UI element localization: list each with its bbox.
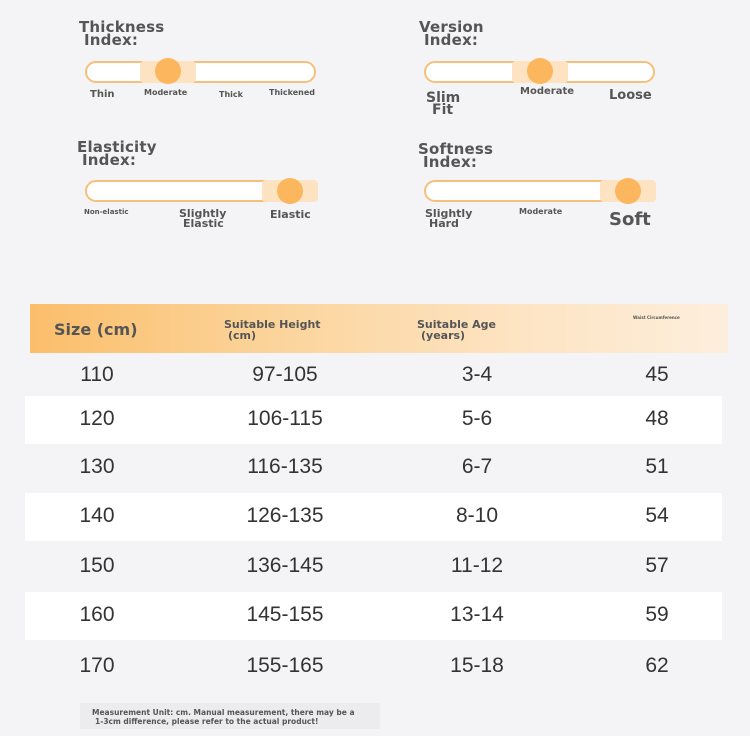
version-label-loose: Loose xyxy=(609,88,652,103)
elasticity-label-elastic: Elastic xyxy=(270,208,311,221)
thickness-slider-track xyxy=(85,61,316,83)
thickness-slider-knob[interactable] xyxy=(155,58,181,84)
version-index-title: Version Index: xyxy=(419,18,484,49)
header-suitable-age: Suitable Age (years) xyxy=(417,318,496,342)
size-table-header xyxy=(30,304,728,353)
version-slider-knob[interactable] xyxy=(527,58,553,84)
table-row: 150 136-145 11-12 57 xyxy=(79,554,669,577)
table-row: 140 126-135 8-10 54 xyxy=(25,493,722,541)
elasticity-label-slightly-elastic: Elastic xyxy=(183,217,224,230)
softness-label-hard: Hard xyxy=(429,217,459,230)
version-label-slim: Slim xyxy=(426,90,461,106)
elasticity-index-title: Elasticity Index: xyxy=(77,138,157,169)
thickness-index-title: Thickness Index: xyxy=(79,18,165,49)
softness-index-title: Softness Index: xyxy=(418,140,494,171)
header-waist-circumference: Waist Circumference xyxy=(633,315,680,320)
version-label-fit: Fit xyxy=(432,102,454,118)
table-row: 170 155-165 15-18 62 xyxy=(79,654,669,677)
elasticity-label-non-elastic: Non-elastic xyxy=(84,208,129,216)
measurement-note: Measurement Unit: cm. Manual measurement, there may be a 1-3cm difference, please refer to the actual product! xyxy=(92,708,355,726)
elasticity-slider-knob[interactable] xyxy=(277,178,303,204)
version-label-moderate: Moderate xyxy=(520,86,575,97)
softness-label-moderate: Moderate xyxy=(519,207,563,216)
header-suitable-height: Suitable Height (cm) xyxy=(224,318,321,342)
softness-slider-knob[interactable] xyxy=(615,178,641,204)
thickness-label-thin: Thin xyxy=(90,89,115,100)
table-row: 110 97-105 3-4 45 xyxy=(80,363,669,386)
header-size: Size (cm) xyxy=(54,320,138,339)
thickness-label-thick: Thick xyxy=(219,90,243,99)
elasticity-label-slightly: Slightly xyxy=(179,207,227,220)
table-row: 120 106-115 5-6 48 xyxy=(25,396,722,444)
table-row: 160 145-155 13-14 59 xyxy=(25,592,722,640)
thickness-label-thickened: Thickened xyxy=(269,88,316,97)
table-row: 130 116-135 6-7 51 xyxy=(79,455,669,478)
softness-label-slightly: Slightly xyxy=(425,207,473,220)
thickness-label-moderate: Moderate xyxy=(144,88,188,97)
softness-label-soft: Soft xyxy=(609,209,651,230)
